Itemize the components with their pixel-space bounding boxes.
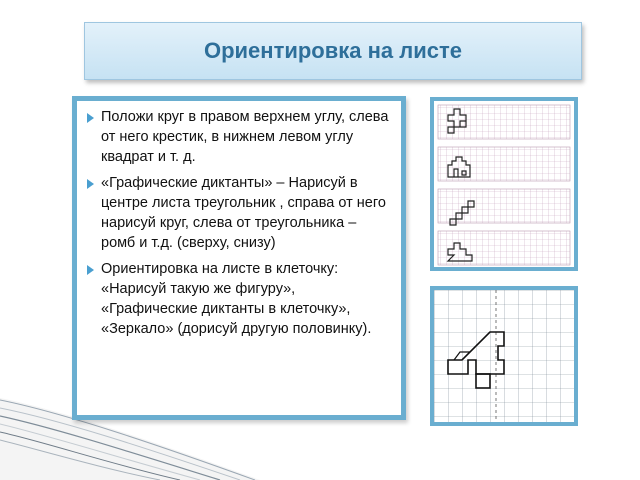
grid-strip	[438, 231, 570, 265]
grid-background	[434, 290, 574, 422]
grid-exercises-picture	[430, 97, 578, 271]
list-item	[87, 259, 393, 339]
bullet-arrow-icon	[87, 179, 94, 189]
grid-strip	[438, 105, 570, 139]
mirror-exercise-picture	[430, 286, 578, 426]
list-item-text: Положи круг в правом верхнем углу, слева от него крестик, в нижнем левом углу квадрат и т. д.	[101, 109, 389, 165]
list-item	[87, 173, 393, 253]
title-banner	[84, 22, 582, 80]
grid-exercises-drawing	[434, 101, 574, 267]
content-box	[72, 96, 406, 420]
mirror-exercise-drawing	[434, 290, 574, 422]
bullet-arrow-icon	[87, 113, 94, 123]
list-item-text: Ориентировка на листе в клеточку: «Нарисуй такую же фигуру», «Графические диктанты в клеточку», «Зеркало» (дорисуй другую половинку).	[101, 261, 372, 337]
bullet-list	[87, 107, 393, 339]
list-item-text: «Графические диктанты» – Нарисуй в центре листа треугольник , справа от него нарисуй круг, слева от треугольника – ромб и т.д. (сверху, снизу)	[101, 175, 386, 251]
list-item	[87, 107, 393, 167]
page-title: Ориентировка на листе	[203, 38, 463, 63]
grid-strip	[438, 189, 570, 223]
bullet-arrow-icon	[87, 265, 94, 275]
